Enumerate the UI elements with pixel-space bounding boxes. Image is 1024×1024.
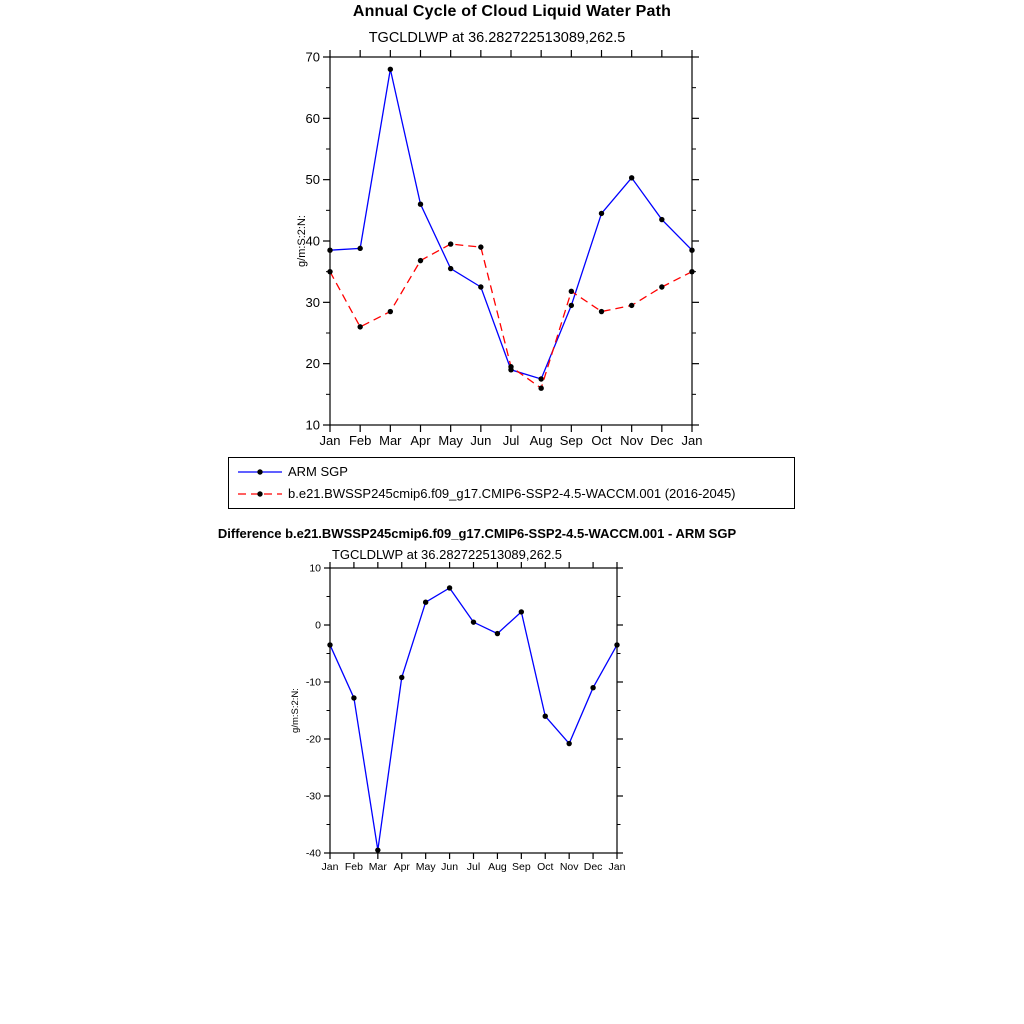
x-tick-label: Mar xyxy=(379,433,402,449)
x-tick-label: Oct xyxy=(591,433,612,449)
top-chart-title: Annual Cycle of Cloud Liquid Water Path xyxy=(352,3,672,20)
x-tick-label: Sep xyxy=(559,433,583,449)
y-tick-label: 10 xyxy=(309,562,321,575)
x-tick-label: Feb xyxy=(344,860,363,873)
x-tick-label: Feb xyxy=(348,433,372,449)
x-tick-label: Jan xyxy=(321,860,339,873)
legend xyxy=(228,457,795,509)
series-markers-b-e21-bwssp245cmip6-f09-g17-cmip6-ssp2-4 xyxy=(327,241,694,391)
x-tick-label: Jun xyxy=(441,860,459,873)
y-tick-label: -20 xyxy=(305,733,321,746)
y-tick-label: -10 xyxy=(305,676,321,689)
series-line-arm-sgp xyxy=(330,69,692,379)
series-markers-difference xyxy=(327,585,619,853)
y-tick-label: 10 xyxy=(305,417,320,433)
x-tick-label: Jul xyxy=(466,860,481,873)
x-tick-label: Oct xyxy=(537,860,554,873)
y-tick-label: 30 xyxy=(305,294,320,310)
difference-chart xyxy=(260,560,690,885)
difference-chart-title: Difference b.e21.BWSSP245cmip6.f09_g17.CMIP6-SSP2-4.5-WACCM.001 - ARM SGP xyxy=(217,526,737,541)
legend-marker-dot xyxy=(257,469,262,474)
x-tick-label: Dec xyxy=(583,860,603,873)
x-tick-label: Aug xyxy=(488,860,507,873)
y-tick-label: 50 xyxy=(305,172,320,188)
x-tick-label: Jun xyxy=(470,433,492,449)
x-tick-label: Dec xyxy=(650,433,674,449)
plot-frame xyxy=(330,568,617,853)
legend-marker-dot xyxy=(257,491,262,496)
legend-item-arm-sgp xyxy=(237,461,786,482)
y-axis xyxy=(306,563,623,860)
legend-sample-solid-line xyxy=(237,466,283,478)
x-tick-label: May xyxy=(438,433,463,449)
x-tick-label: Mar xyxy=(368,860,387,873)
x-axis xyxy=(320,50,703,448)
y-axis-label: g/m:S:2:N: xyxy=(296,215,308,267)
y-tick-label: 20 xyxy=(305,356,320,372)
y-axis xyxy=(306,50,699,433)
x-tick-label: Apr xyxy=(410,433,431,449)
x-tick-label: Nov xyxy=(620,433,644,449)
legend-sample-dashed-line xyxy=(237,488,283,500)
top-chart-subtitle: TGCLDLWP at 36.282722513089,262.5 xyxy=(368,30,626,46)
x-tick-label: May xyxy=(415,860,436,873)
y-tick-label: 0 xyxy=(315,619,321,632)
x-tick-label: Sep xyxy=(511,860,531,873)
y-tick-label: 40 xyxy=(305,233,320,249)
y-tick-label: -40 xyxy=(305,847,321,860)
y-tick-label: 70 xyxy=(305,49,320,65)
series-line-difference xyxy=(330,588,617,850)
y-tick-label: 60 xyxy=(305,110,320,126)
x-tick-label: Jan xyxy=(319,433,341,449)
y-tick-label: -30 xyxy=(305,790,321,803)
x-tick-label: Jul xyxy=(502,433,520,449)
x-tick-label: Aug xyxy=(529,433,553,449)
x-tick-label: Nov xyxy=(559,860,579,873)
x-tick-label: Jan xyxy=(608,860,626,873)
x-tick-label: Jan xyxy=(681,433,703,449)
difference-chart-subtitle: TGCLDLWP at 36.282722513089,262.5 xyxy=(331,547,563,562)
legend-item-model xyxy=(237,483,786,504)
annual-cycle-chart xyxy=(260,28,740,452)
x-tick-label: Apr xyxy=(393,860,410,873)
legend-label-model: b.e21.BWSSP245cmip6.f09_g17.CMIP6-SSP2-4.5-WACCM.001 (2016-2045) xyxy=(288,486,736,501)
y-axis-label: g/m:S:2:N: xyxy=(290,688,301,733)
legend-label-arm-sgp: ARM SGP xyxy=(288,464,348,479)
